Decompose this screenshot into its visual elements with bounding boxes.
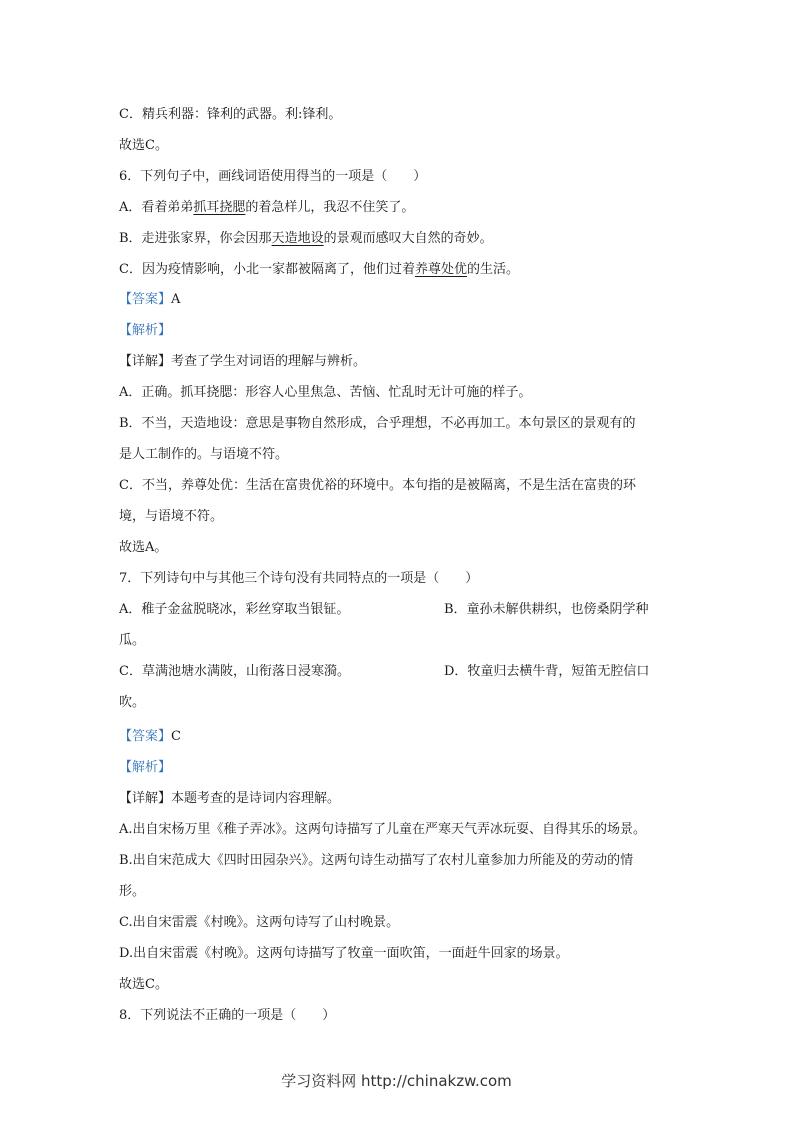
text-span: 的生活。 — [466, 262, 519, 277]
text-line: 吹。 — [119, 695, 146, 710]
question-6: 6．下列句子中，画线词语使用得当的一项是（ ） — [119, 169, 427, 184]
underlined-word: 天造地设 — [271, 231, 324, 246]
underlined-word: 养尊处优 — [414, 262, 467, 277]
detail-6 — [119, 353, 366, 371]
option-7d: D．牧童归去横牛背，短笛无腔信口 — [444, 664, 650, 679]
question-8: 8．下列说法不正确的一项是（ ） — [119, 1008, 336, 1023]
text-line: A.出自宋杨万里《稚子弄冰》。这两句诗描写了儿童在严寒天气弄冰玩耍、自得其乐的场景。 — [119, 822, 647, 837]
text-line: 故选C。 — [119, 138, 168, 153]
answer-tag: 【答案】 — [119, 729, 172, 744]
detail-tag: 【详解】 — [119, 791, 172, 806]
analysis-tag: 【解析】 — [119, 323, 172, 338]
underlined-word: 抓耳挠腮 — [193, 200, 246, 215]
text-line: C．不当，养尊处优：生活在富贵优裕的环境中。本句指的是被隔离，不是生活在富贵的环 — [119, 478, 636, 493]
option-6b — [119, 230, 493, 248]
text-line: 故选C。 — [119, 977, 168, 992]
text-span: 考查了学生对词语的理解与辨析。 — [171, 354, 367, 369]
text-line: C.出自宋雷震《村晚》。这两句诗写了山村晚景。 — [119, 915, 400, 930]
detail-tag: 【详解】 — [119, 354, 172, 369]
text-span: 的景观而感叹大自然的奇妙。 — [323, 231, 493, 246]
option-6c — [119, 261, 519, 279]
answer-value: A — [171, 292, 181, 307]
detail-7 — [119, 790, 340, 808]
text-line: 形。 — [119, 884, 146, 899]
text-line: 境，与语境不符。 — [119, 509, 224, 524]
text-line: D.出自宋雷震《村晚》。这两句诗描写了牧童一面吹笛，一面赶牛回家的场景。 — [119, 946, 569, 961]
page-footer: 学习资料网 http://chinakzw.com — [281, 1072, 512, 1090]
text-line: 故选A。 — [119, 540, 168, 555]
analysis-tag: 【解析】 — [119, 760, 172, 775]
text-line: 瓜。 — [119, 633, 146, 648]
text-span: C．因为疫情影响，小北一家都被隔离了，他们过着 — [119, 262, 415, 277]
option-7a: A．稚子金盆脱晓冰，彩丝穿取当银钲。 — [119, 602, 350, 617]
text-line: A．正确。抓耳挠腮：形容人心里焦急、苦恼、忙乱时无计可施的样子。 — [119, 385, 532, 400]
option-6a — [119, 199, 414, 217]
answer-tag: 【答案】 — [119, 292, 172, 307]
text-line: B．不当，天造地设：意思是事物自然形成，合乎理想，不必再加工。本句景区的景观有的 — [119, 416, 636, 431]
text-span: B．走进张家界，你会因那 — [119, 231, 272, 246]
text-line: 是人工制作的。与语境不符。 — [119, 447, 289, 462]
text-line: C．精兵利器：锋利的武器。利:锋利。 — [119, 107, 342, 122]
answer-value: C — [171, 729, 181, 744]
text-line: B.出自宋范成大《四时田园杂兴》。这两句诗生动描写了农村儿童参加力所能及的劳动的情 — [119, 853, 634, 868]
option-7c: C．草满池塘水满陂，山衔落日浸寒漪。 — [119, 664, 350, 679]
question-7: 7．下列诗句中与其他三个诗句没有共同特点的一项是（ ） — [119, 571, 479, 586]
option-7b: B．童孙未解供耕织，也傍桑阴学种 — [444, 602, 649, 617]
text-span: 本题考查的是诗词内容理解。 — [171, 791, 341, 806]
answer-7 — [119, 728, 181, 746]
text-span: A．看着弟弟 — [119, 200, 194, 215]
text-span: 的着急样儿，我忍不住笑了。 — [245, 200, 415, 215]
answer-6 — [119, 291, 180, 309]
